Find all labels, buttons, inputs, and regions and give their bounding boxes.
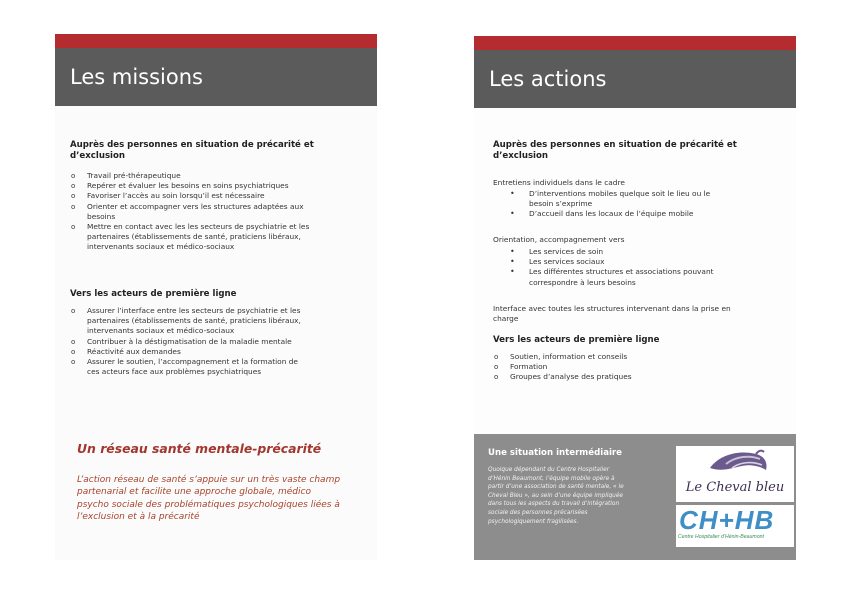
list-item-line: ces acteurs face aux problèmes psychiatriques [87, 367, 262, 377]
list-item-line: o Travail pré-thérapeutique [87, 171, 181, 180]
section-heading-precarite: Auprès des personnes en situation de précarité et d’exclusion [70, 140, 314, 161]
orientation-list [493, 247, 793, 288]
footer-text [488, 466, 673, 526]
list-item-line: • Les différentes structures et associations pouvant [529, 267, 714, 277]
list-item-line: partenaires (établissements de santé, praticiens libéraux, [87, 232, 301, 242]
text-line: partir d’une association de santé mentale, « le [488, 484, 624, 491]
missions-page [55, 34, 377, 560]
list-item-line: correspondre à leurs besoins [529, 277, 636, 287]
list-item-line: besoins [87, 211, 116, 221]
header-bar [55, 48, 377, 106]
actions-list-acteurs [493, 352, 793, 383]
text-line: partenarial et facilite une approche globale, médico [77, 487, 311, 498]
list-item [493, 267, 793, 287]
missions-list-acteurs [70, 306, 370, 377]
list-item-line: o Favoriser l’accès au soin lorsqu’il est nécessaire [87, 191, 265, 201]
red-header-strip [55, 34, 377, 48]
interface-text [493, 304, 793, 324]
entretiens-label: Entretiens individuels dans le cadre [493, 178, 625, 187]
text-line: Interface avec toutes les structures intervenant dans la prise en [493, 304, 731, 313]
list-item [70, 337, 370, 347]
horse-head-icon [676, 446, 794, 480]
footer-title: Une situation intermédiaire [488, 448, 623, 458]
section-heading-precarite: Auprès des personnes en situation de précarité et d’exclusion [493, 140, 737, 161]
list-item-line: o Assurer le soutien, l’accompagnement et la formation de [87, 357, 298, 367]
list-item [493, 352, 793, 362]
cheval-bleu-logo [676, 446, 794, 502]
footer-situation [474, 434, 796, 560]
list-item [70, 181, 370, 191]
list-item [493, 209, 793, 219]
chhb-subtitle: Centre Hospitalier d’Hénin-Beaumont [678, 534, 764, 540]
orientation-label: Orientation, accompagnement vers [493, 235, 625, 244]
chhb-wordmark: CH+HB [679, 505, 775, 535]
list-item-line: o Groupes d’analyse des pratiques [510, 372, 632, 382]
list-item [70, 222, 370, 253]
list-item [493, 189, 793, 209]
list-item-line: o Repérer et évaluer les besoins en soins psychiatriques [87, 181, 289, 191]
list-item-line: o Orienter et accompagner vers les structures adaptées aux [87, 201, 304, 211]
red-header-strip [474, 36, 796, 50]
text-line: l’exclusion et à la précarité [77, 511, 200, 522]
list-item [493, 247, 793, 257]
list-item [70, 171, 370, 181]
list-item [493, 257, 793, 267]
cheval-bleu-wordmark: Le Cheval bleu [685, 480, 785, 495]
text-line: Quoique dépendant du Centre Hospitalier [488, 467, 610, 473]
list-item-line: • Les services de soin [529, 247, 604, 256]
list-item-line: o Contribuer à la déstigmatisation de la maladie mentale [87, 336, 292, 346]
text-line: dans tous les aspects du travail d’intégration [488, 501, 620, 508]
text-line: Cheval Bleu », au sein d’une équipe impliquée [488, 492, 623, 499]
list-item [70, 306, 370, 337]
list-item-line: besoin s’exprime [529, 199, 593, 209]
text-line: d’Hénin Beaumont, l’équipe mobile opère à [488, 475, 615, 482]
text-line: charge [493, 314, 519, 324]
list-item [493, 372, 793, 382]
list-item-line: partenaires (établissements de santé, praticiens libéraux, [87, 316, 301, 326]
list-item-line: • D’interventions mobiles quelque soit le lieu ou le [529, 189, 711, 198]
chhb-logo [676, 505, 794, 547]
list-item-line: o Soutien, information et conseils [510, 352, 628, 361]
missions-list-precarite [70, 171, 370, 253]
text-line: L’action réseau de santé s’appuie sur un très vaste champ [77, 475, 341, 485]
reseau-title: Un réseau santé mentale-précarité [77, 441, 322, 456]
list-item-line: o Assurer l’interface entre les secteurs de psychiatrie et les [87, 306, 301, 315]
page-title: Les missions [70, 65, 203, 89]
section-heading-acteurs: Vers les acteurs de première ligne [493, 335, 660, 345]
list-item-line: intervenants sociaux et médico-sociaux [87, 242, 235, 252]
actions-page [474, 36, 796, 560]
section-heading-acteurs: Vers les acteurs de première ligne [70, 289, 237, 299]
list-item [70, 202, 370, 222]
entretiens-list [493, 189, 793, 220]
list-item-line: intervenants sociaux et médico-sociaux [87, 326, 235, 336]
page-title: Les actions [489, 67, 607, 91]
header-bar [474, 50, 796, 108]
list-item [70, 347, 370, 357]
text-line: psychologiquement fragilisées. [488, 518, 579, 525]
text-line: psycho sociale des problématiques psychologiques liées à [77, 499, 340, 510]
reseau-text [77, 474, 362, 523]
list-item-line: o Mettre en contact avec les les secteurs de psychiatrie et les [87, 222, 310, 232]
list-item [70, 191, 370, 201]
list-item [70, 357, 370, 377]
list-item-line: • D’accueil dans les locaux de l’équipe mobile [529, 209, 694, 219]
text-line: sociale des personnes précarisées [488, 509, 588, 516]
list-item-line: o Réactivité aux demandes [87, 346, 181, 356]
list-item-line: • Les services sociaux [529, 257, 605, 267]
list-item [493, 362, 793, 372]
list-item-line: o Formation [510, 362, 548, 372]
